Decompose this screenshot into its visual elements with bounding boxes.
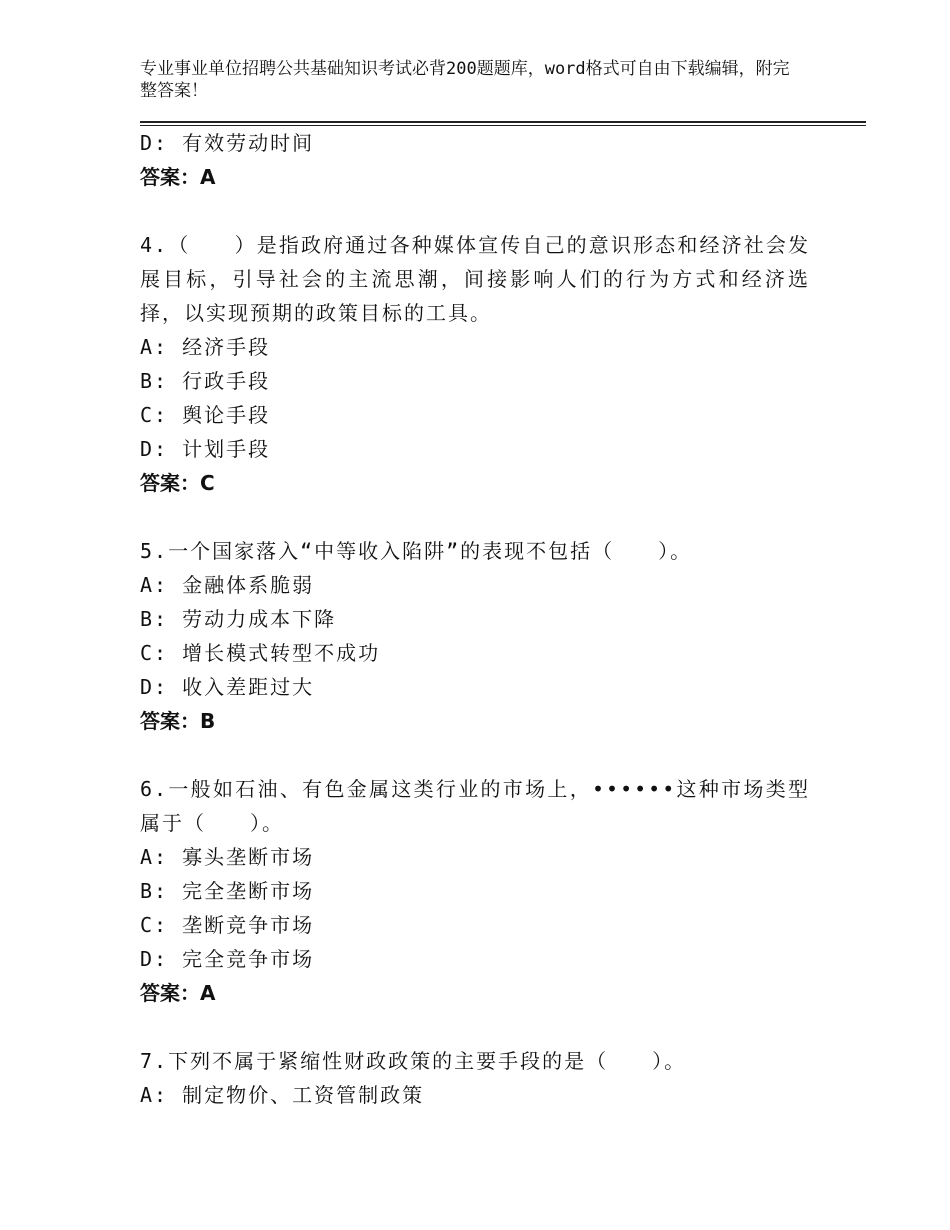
option-d: D: 有效劳动时间	[140, 131, 315, 155]
page-header: 专业事业单位招聘公共基础知识考试必背200题题库，word格式可自由下载编辑，附完整答案！	[140, 59, 790, 101]
option-a: A: 金融体系脆弱	[140, 573, 315, 597]
option-b: B: 行政手段	[140, 369, 271, 393]
spacer	[140, 194, 810, 228]
answer-label: 答案：B	[140, 709, 216, 733]
option-a: A: 寡头垄断市场	[140, 845, 315, 869]
option-d: D: 完全竞争市场	[140, 947, 315, 971]
option-a: A: 制定物价、工资管制政策	[140, 1083, 425, 1107]
question-stem: 5.一个国家落入“中等收入陷阱”的表现不包括（ ）。	[140, 539, 693, 563]
spacer	[140, 500, 810, 534]
question-block	[140, 1044, 810, 1112]
question-block	[140, 772, 810, 1010]
question-list	[140, 126, 810, 1112]
question-block	[140, 534, 810, 738]
header-rule-thick	[140, 121, 866, 123]
spacer	[140, 1010, 810, 1044]
answer-label: 答案：C	[140, 471, 215, 495]
question-block	[140, 228, 810, 500]
option-c: C: 舆论手段	[140, 403, 271, 427]
question-stem: 7.下列不属于紧缩性财政政策的主要手段的是（ ）。	[140, 1049, 687, 1073]
option-d: D: 计划手段	[140, 437, 271, 461]
question-stem: 4.（ ）是指政府通过各种媒体宣传自己的意识形态和经济社会发展目标，引导社会的主流思潮，间接影响人们的行为方式和经济选择，以实现预期的政策目标的工具。	[140, 233, 810, 325]
option-c: C: 增长模式转型不成功	[140, 641, 381, 665]
answer-label: 答案：A	[140, 981, 216, 1005]
option-c: C: 垄断竞争市场	[140, 913, 315, 937]
answer-label: 答案：A	[140, 165, 216, 189]
option-a: A: 经济手段	[140, 335, 271, 359]
option-d: D: 收入差距过大	[140, 675, 315, 699]
option-b: B: 劳动力成本下降	[140, 607, 337, 631]
spacer	[140, 738, 810, 772]
question-stem: 6.一般如石油、有色金属这类行业的市场上，••••••这种市场类型属于（ ）。	[140, 777, 810, 835]
option-b: B: 完全垄断市场	[140, 879, 315, 903]
